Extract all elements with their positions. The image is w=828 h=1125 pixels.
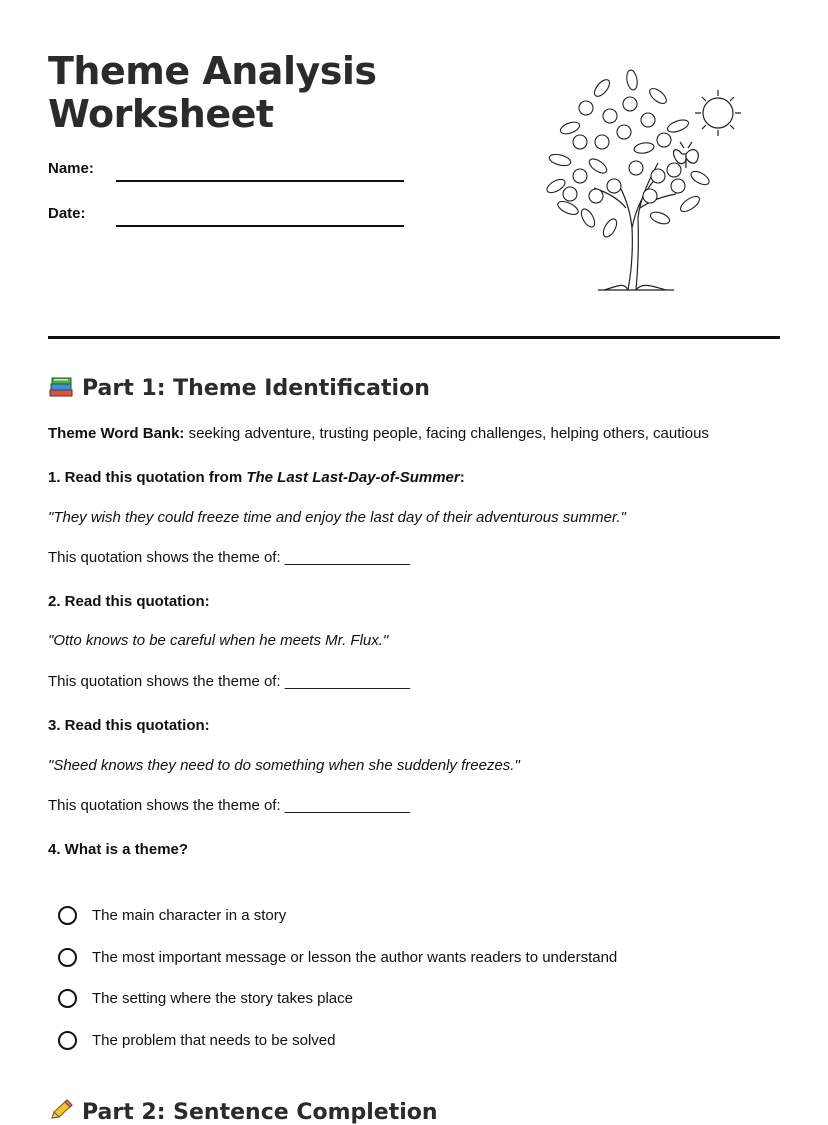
word-bank xyxy=(48,425,709,442)
radio-button[interactable] xyxy=(58,989,77,1008)
apple-tree-icon xyxy=(540,68,750,296)
word-bank-words: seeking adventure, trusting people, facing challenges, helping others, cautious xyxy=(184,425,709,442)
question-2-quote: "Otto knows to be careful when he meets Mr. Flux." xyxy=(48,632,389,649)
option-4[interactable] xyxy=(58,1028,336,1052)
option-label: The most important message or lesson the author wants readers to understand xyxy=(92,948,618,966)
books-icon xyxy=(48,374,74,398)
question-2-prompt: 2. Read this quotation: xyxy=(48,593,210,610)
part1-title: Part 1: Theme Identification xyxy=(48,374,430,401)
name-label: Name: xyxy=(48,160,94,177)
book-title: The Last Last-Day-of-Summer xyxy=(246,469,460,486)
worksheet-title: Theme Analysis Worksheet xyxy=(48,49,377,136)
option-2[interactable] xyxy=(58,945,617,969)
question-3-answer[interactable]: This quotation shows the theme of: _______________ xyxy=(48,797,410,814)
question-3-quote: "Sheed knows they need to do something when she suddenly freezes." xyxy=(48,757,520,774)
option-label: The problem that needs to be solved xyxy=(92,1031,336,1049)
section-divider xyxy=(48,336,780,339)
radio-button[interactable] xyxy=(58,1031,77,1050)
radio-button[interactable] xyxy=(58,906,77,925)
option-1[interactable] xyxy=(58,903,286,927)
part2-title: Part 2: Sentence Completion xyxy=(48,1098,438,1125)
name-field[interactable] xyxy=(116,180,404,182)
question-3-prompt: 3. Read this quotation: xyxy=(48,717,210,734)
date-label: Date: xyxy=(48,205,86,222)
question-2-answer[interactable]: This quotation shows the theme of: _______________ xyxy=(48,673,410,690)
option-label: The setting where the story takes place xyxy=(92,989,353,1007)
option-3[interactable] xyxy=(58,986,353,1010)
question-1-prompt: 1. Read this quotation from The Last Last-Day-of-Summer: xyxy=(48,469,465,486)
date-field[interactable] xyxy=(116,225,404,227)
pencil-icon xyxy=(48,1098,74,1122)
word-bank-label: Theme Word Bank: xyxy=(48,425,185,442)
question-4-prompt: 4. What is a theme? xyxy=(48,841,189,858)
radio-button[interactable] xyxy=(58,948,77,967)
option-label: The main character in a story xyxy=(92,906,287,924)
question-1-quote: "They wish they could freeze time and enjoy the last day of their adventurous summer." xyxy=(48,509,626,526)
question-1-answer[interactable]: This quotation shows the theme of: _______________ xyxy=(48,549,410,566)
